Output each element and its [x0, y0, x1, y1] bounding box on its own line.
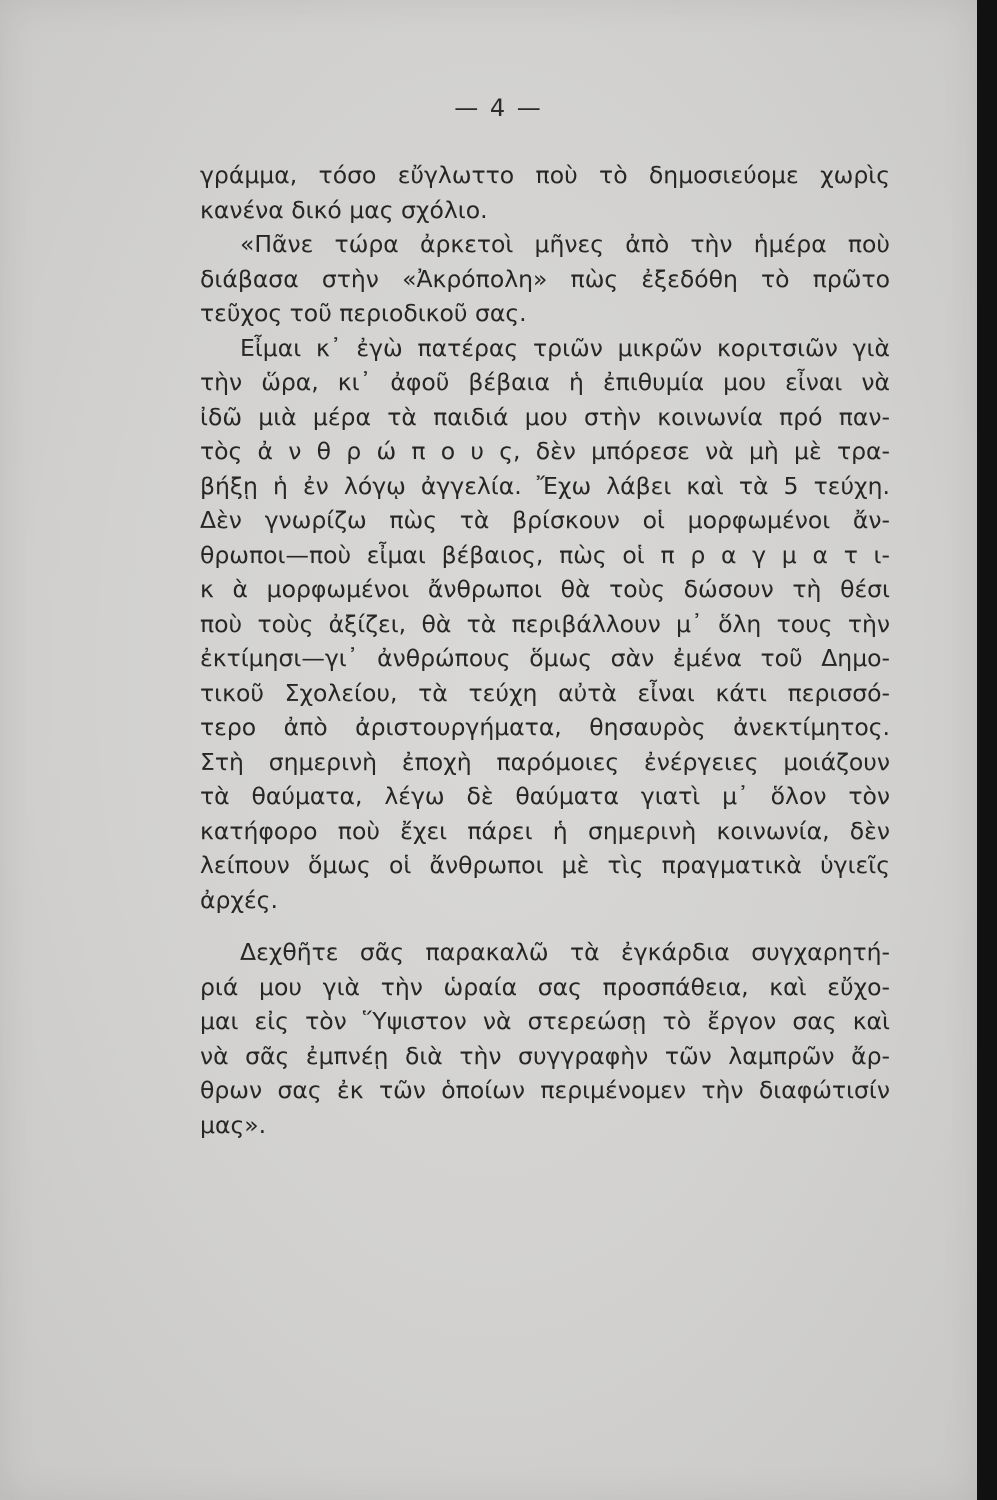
text-line: θρωποι—ποὺ εἶμαι βέβαιος, πὼς οἱ π ρ α γ μ α τ ι-	[200, 540, 890, 569]
text-line: τικοῦ Σχολείου, τὰ τεύχη αὐτὰ εἶναι κάτι περισσό-	[200, 678, 890, 707]
text-line: κανένα δικό μας σχόλιο.	[200, 195, 488, 224]
text-line: Δὲν γνωρίζω πὼς τὰ βρίσκουν οἱ μορφωμένοι ἄν-	[200, 506, 890, 534]
text-line: Εἶμαι κ᾿ ἐγὼ πατέρας τριῶν μικρῶν κοριτσιῶν γιὰ	[240, 333, 890, 362]
scan-edge	[977, 0, 997, 1500]
text-line: νὰ σᾶς ἐμπνέῃ διὰ τὴν συγγραφὴν τῶν λαμπρῶν ἄρ-	[200, 1041, 890, 1070]
text-line: μας».	[200, 1110, 267, 1139]
text-line: Δεχθῆτε σᾶς παρακαλῶ τὰ ἐγκάρδια συγχαρητή-	[240, 938, 890, 966]
text-line: ἀρχές.	[200, 885, 278, 914]
text-line: τὰ θαύματα, λέγω δὲ θαύματα γιατὶ μ᾿ ὅλον τὸν	[200, 782, 890, 810]
text-line: Στὴ σημερινὴ ἐποχὴ παρόμοιες ἐνέργειες μοιάζουν	[200, 747, 890, 776]
text-line: ριά μου γιὰ τὴν ὡραία σας προσπάθεια, καὶ εὔχο-	[200, 972, 890, 1001]
text-line: μαι εἰς τὸν Ὕψιστον νὰ στερεώσῃ τὸ ἔργον σας καὶ	[200, 1007, 890, 1035]
text-line: βήξῃ ἡ ἐν λόγῳ ἀγγελία. Ἔχω λάβει καὶ τὰ 5 τεύχη.	[200, 471, 890, 500]
text-line: τερο ἀπὸ ἀριστουργήματα, θησαυρὸς ἀνεκτίμητος.	[200, 713, 890, 741]
page-number: — 4 —	[454, 94, 543, 122]
text-line: θρων σας ἐκ τῶν ὁποίων περιμένομεν τὴν διαφώτισίν	[200, 1076, 890, 1104]
text-line: κατήφορο ποὺ ἔχει πάρει ἡ σημερινὴ κοινωνία, δὲν	[200, 816, 890, 845]
text-line: τεῦχος τοῦ περιοδικοῦ σας.	[200, 299, 527, 327]
body-text	[200, 158, 890, 1142]
text-line: κ ὰ μορφωμένοι ἄνθρωποι θὰ τοὺς δώσουν τὴ θέσι	[200, 575, 890, 603]
text-line: τὸς ἀ ν θ ρ ώ π ο υ ς, δὲν μπόρεσε νὰ μὴ μὲ τρα-	[200, 437, 890, 465]
paragraph-gap	[200, 917, 890, 935]
text-line: τὴν ὥρα, κι᾿ ἀφοῦ βέβαια ἡ ἐπιθυμία μου εἶναι νὰ	[200, 368, 890, 396]
text-line: ποὺ τοὺς ἀξίζει, θὰ τὰ περιβάλλουν μ᾿ ὅλη τους τὴν	[200, 609, 890, 638]
text-line: «Πᾶνε τώρα ἀρκετοὶ μῆνες ἀπὸ τὴν ἡμέρα ποὺ	[240, 230, 890, 258]
text-line: ἐκτίμησι—γι᾿ ἀνθρώπους ὅμως σὰν ἐμένα τοῦ Δημο-	[200, 644, 890, 672]
text-line: λείπουν ὅμως οἱ ἄνθρωποι μὲ τὶς πραγματικὰ ὑγιεῖς	[200, 851, 890, 879]
text-line: ἰδῶ μιὰ μέρα τὰ παιδιά μου στὴν κοινωνία πρό παν-	[200, 402, 890, 431]
text-line: γράμμα, τόσο εὔγλωττο ποὺ τὸ δημοσιεύομε χωρὶς	[200, 161, 890, 189]
text-line: διάβασα στὴν «Ἀκρόπολη» πὼς ἐξεδόθη τὸ πρῶτο	[200, 264, 890, 293]
